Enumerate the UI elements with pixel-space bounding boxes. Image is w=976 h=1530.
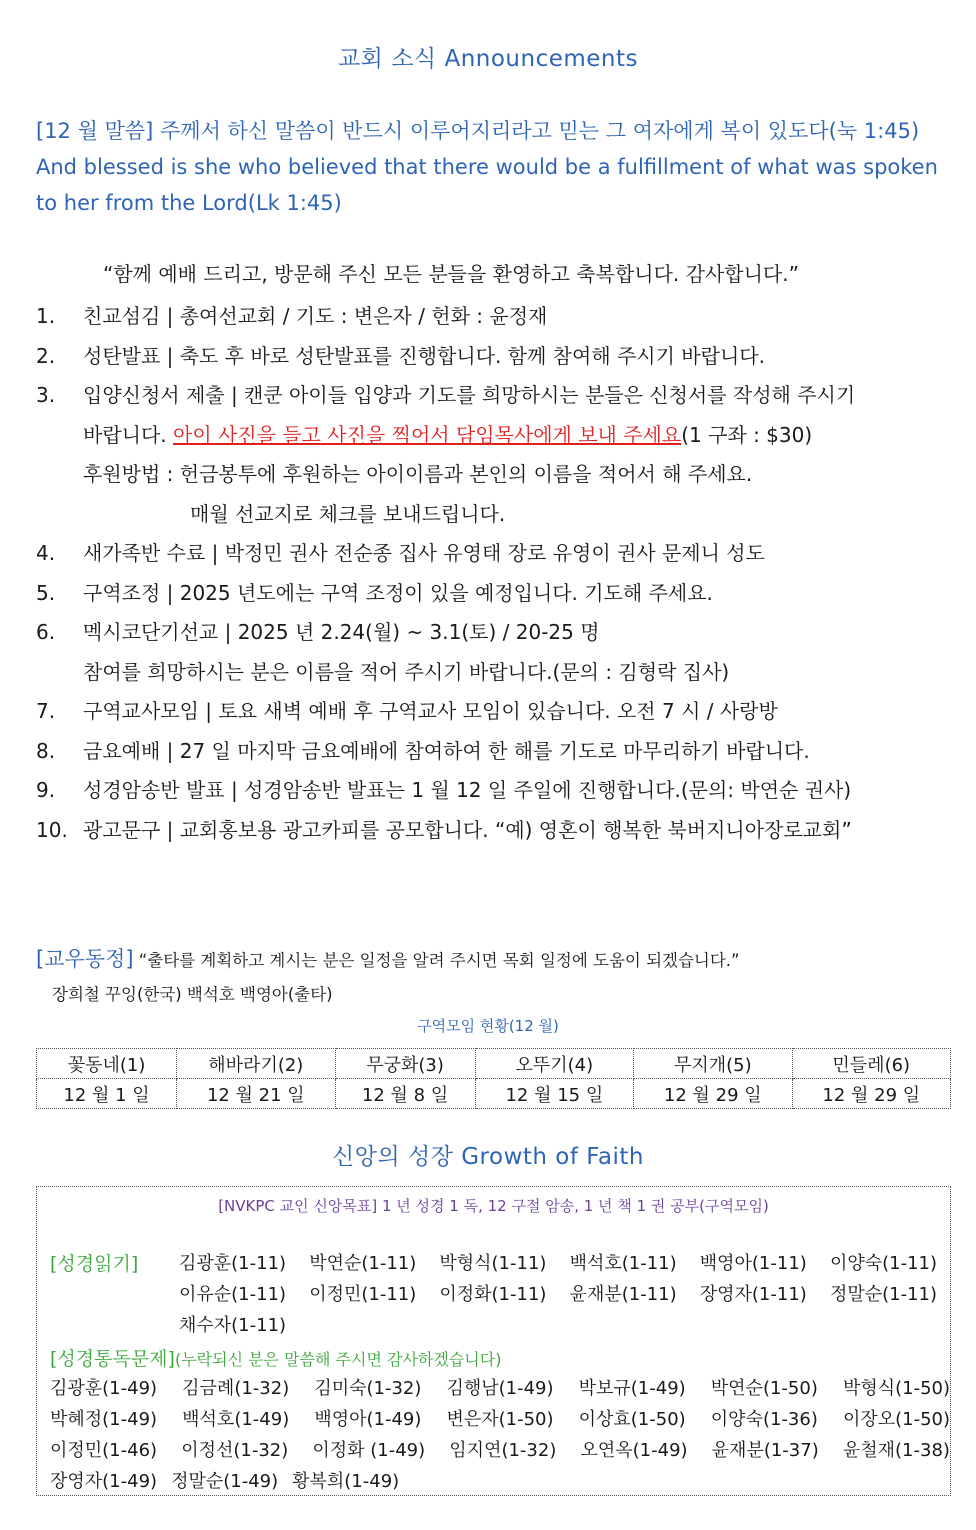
reading-name: 박형식(1-11) bbox=[439, 1253, 547, 1274]
quiz-name: 변은자(1-50) bbox=[446, 1409, 554, 1430]
list-item: 1. 친교섬김 | 총여선교회 / 기도 : 변은자 / 헌화 : 윤정재 bbox=[36, 304, 548, 328]
quiz-name-row bbox=[50, 1466, 950, 1497]
verse-english-2: to her from the Lord(Lk 1:45) bbox=[36, 191, 342, 215]
reading-name: 채수자(1-11) bbox=[179, 1315, 287, 1336]
reading-name-row bbox=[179, 1248, 945, 1279]
list-item: 10. 광고문구 | 교회홍보용 광고카피를 공모합니다. “예) 영혼이 행복한 북버지니아장로교회” bbox=[36, 817, 852, 842]
list-item: 2. 성탄발표 | 축도 후 바로 성탄발표를 진행합니다. 함께 참여해 주시기 바랍니다. bbox=[36, 343, 765, 368]
quiz-name: 윤재분(1-37) bbox=[711, 1440, 819, 1461]
table-cell: 해바라기(2) bbox=[177, 1049, 335, 1079]
quiz-name: 이정선(1-32) bbox=[181, 1440, 289, 1461]
quiz-name: 윤철재(1-38) bbox=[842, 1440, 950, 1461]
reading-name: 이정민(1-11) bbox=[309, 1284, 417, 1305]
reading-name: 박연순(1-11) bbox=[309, 1253, 417, 1274]
quiz-name: 이장오(1-50) bbox=[842, 1409, 950, 1430]
quiz-name: 이상효(1-50) bbox=[578, 1409, 686, 1430]
quiz-name-row bbox=[50, 1373, 950, 1404]
faith-goal: [NVKPC 교인 신앙목표] 1 년 성경 1 독, 12 구절 암송, 1 년 책 1 권 공부(구역모임) bbox=[218, 1197, 769, 1215]
list-item-continuation: 참여를 희망하시는 분은 이름을 적어 주시기 바랍니다.(문의 : 김형락 집사) bbox=[83, 659, 730, 684]
growth-of-faith-title: 신앙의 성장 Growth of Faith bbox=[332, 1144, 644, 1170]
group-meeting-title: 구역모임 현황(12 월) bbox=[417, 1017, 559, 1035]
table-cell: 무지개(5) bbox=[634, 1049, 792, 1079]
bible-quiz-tag: [성경통독문제] bbox=[50, 1348, 175, 1370]
reading-name: 백석호(1-11) bbox=[569, 1253, 677, 1274]
quiz-name: 오연옥(1-49) bbox=[580, 1440, 688, 1461]
reading-name: 이유순(1-11) bbox=[179, 1284, 287, 1305]
quiz-name: 박보규(1-49) bbox=[578, 1378, 686, 1399]
list-item: 4. 새가족반 수료 | 박정민 권사 전순종 집사 유영태 장로 유영이 권사 문제니 성도 bbox=[36, 541, 765, 565]
bible-reading-names bbox=[179, 1248, 945, 1341]
quiz-name: 박혜정(1-49) bbox=[50, 1409, 158, 1430]
table-row bbox=[37, 1079, 951, 1109]
list-item-continuation: 후원방법 : 헌금봉투에 후원하는 아이이름과 본인의 이름을 적어서 해 주세요. bbox=[83, 462, 753, 486]
table-row bbox=[37, 1049, 951, 1079]
member-news-tag: [교우동정] bbox=[36, 947, 134, 971]
list-item: 9. 성경암송반 발표 | 성경암송반 발표는 1 월 12 일 주일에 진행합니다.(문의: 박연순 권사) bbox=[36, 778, 852, 802]
bible-quiz-heading bbox=[50, 1344, 501, 1371]
quiz-name: 김미숙(1-32) bbox=[314, 1378, 422, 1399]
table-cell: 12 월 21 일 bbox=[177, 1079, 335, 1109]
quiz-name: 이정화 (1-49) bbox=[312, 1440, 426, 1461]
member-news-names: 장희철 꾸잉(한국) 백석호 백영아(출타) bbox=[52, 985, 333, 1004]
verse-korean: [12 월 말씀] 주께서 하신 말씀이 반드시 이루어지리라고 믿는 그 여자에게 복이 있도다(눅 1:45) bbox=[36, 119, 920, 143]
reading-name: 백영아(1-11) bbox=[699, 1253, 807, 1274]
quiz-name: 백영아(1-49) bbox=[314, 1409, 422, 1430]
reading-name: 김광훈(1-11) bbox=[179, 1253, 287, 1274]
member-news-text: “출타를 계획하고 계시는 분은 일정을 알려 주시면 목회 일정에 도움이 되겠습니다.” bbox=[133, 951, 740, 970]
quiz-name: 김광훈(1-49) bbox=[50, 1378, 158, 1399]
quiz-name: 김행남(1-49) bbox=[446, 1378, 554, 1399]
verse-english-1: And blessed is she who believed that there would be a fulfillment of what was spoken bbox=[36, 155, 938, 179]
quiz-name: 이정민(1-46) bbox=[50, 1440, 158, 1461]
quiz-name: 장영자(1-49) bbox=[50, 1471, 158, 1492]
table-cell: 오뚜기(4) bbox=[475, 1049, 633, 1079]
table-cell: 12 월 29 일 bbox=[792, 1079, 951, 1109]
table-cell: 꽃동네(1) bbox=[37, 1049, 177, 1079]
list-item: 6. 멕시코단기선교 | 2025 년 2.24(월) ~ 3.1(토) / 20-25 명 bbox=[36, 620, 600, 644]
reading-name: 이정화(1-11) bbox=[439, 1284, 547, 1305]
announcement-list bbox=[36, 297, 956, 850]
faith-box bbox=[36, 1186, 951, 1496]
quiz-name: 박형식(1-50) bbox=[842, 1378, 950, 1399]
quiz-name-row bbox=[50, 1404, 950, 1435]
welcome-message: “함께 예배 드리고, 방문해 주신 모든 분들을 환영하고 축복합니다. 감사합니다.” bbox=[103, 262, 799, 286]
reading-name: 장영자(1-11) bbox=[699, 1284, 807, 1305]
member-news bbox=[36, 943, 740, 973]
quiz-name: 정말순(1-49) bbox=[171, 1471, 279, 1492]
reading-name: 정말순(1-11) bbox=[829, 1284, 937, 1305]
reading-name-row bbox=[179, 1279, 945, 1310]
reading-name-row bbox=[179, 1310, 945, 1341]
quiz-name: 김금례(1-32) bbox=[182, 1378, 290, 1399]
list-item: 3. 입양신청서 제출 | 캔쿤 아이들 입양과 기도를 희망하시는 분들은 신청서를 작성해 주시기 bbox=[36, 383, 856, 407]
bible-quiz-names bbox=[50, 1373, 950, 1497]
bible-quiz-note: (누락되신 분은 말씀해 주시면 감사하겠습니다) bbox=[174, 1350, 502, 1369]
table-cell: 민들레(6) bbox=[792, 1049, 951, 1079]
quiz-name: 황복희(1-49) bbox=[292, 1471, 400, 1492]
bible-reading-tag: [성경읽기] bbox=[50, 1253, 139, 1275]
announcements-title: 교회 소식 Announcements bbox=[337, 46, 639, 72]
quiz-name: 백석호(1-49) bbox=[182, 1409, 290, 1430]
photo-request-note: 아이 사진을 들고 사진을 찍어서 담임목사에게 보내 주세요 bbox=[173, 422, 682, 447]
list-item-continuation: 바랍니다. 아이 사진을 들고 사진을 찍어서 담임목사에게 보내 주세요(1 구좌 : $30) bbox=[83, 422, 813, 447]
list-item: 8. 금요예배 | 27 일 마지막 금요예배에 참여하여 한 해를 기도로 마무리하기 바랍니다. bbox=[36, 738, 810, 763]
table-cell: 12 월 1 일 bbox=[37, 1079, 177, 1109]
quiz-name: 이양숙(1-36) bbox=[710, 1409, 818, 1430]
table-cell: 12 월 8 일 bbox=[335, 1079, 475, 1109]
table-cell: 12 월 29 일 bbox=[634, 1079, 792, 1109]
list-item: 5. 구역조정 | 2025 년도에는 구역 조정이 있을 예정입니다. 기도해 주세요. bbox=[36, 580, 713, 605]
group-meeting-table bbox=[36, 1048, 951, 1109]
table-cell: 12 월 15 일 bbox=[475, 1079, 633, 1109]
monthly-verse bbox=[36, 113, 961, 221]
reading-name: 윤재분(1-11) bbox=[569, 1284, 677, 1305]
quiz-name: 임지연(1-32) bbox=[449, 1440, 557, 1461]
list-item: 7. 구역교사모임 | 토요 새벽 예배 후 구역교사 모임이 있습니다. 오전 7 시 / 사랑방 bbox=[36, 699, 778, 723]
quiz-name: 박연순(1-50) bbox=[710, 1378, 818, 1399]
quiz-name-row bbox=[50, 1435, 950, 1466]
reading-name: 이양숙(1-11) bbox=[829, 1253, 937, 1274]
list-item-continuation: 매월 선교지로 체크를 보내드립니다. bbox=[190, 501, 506, 526]
table-cell: 무궁화(3) bbox=[335, 1049, 475, 1079]
